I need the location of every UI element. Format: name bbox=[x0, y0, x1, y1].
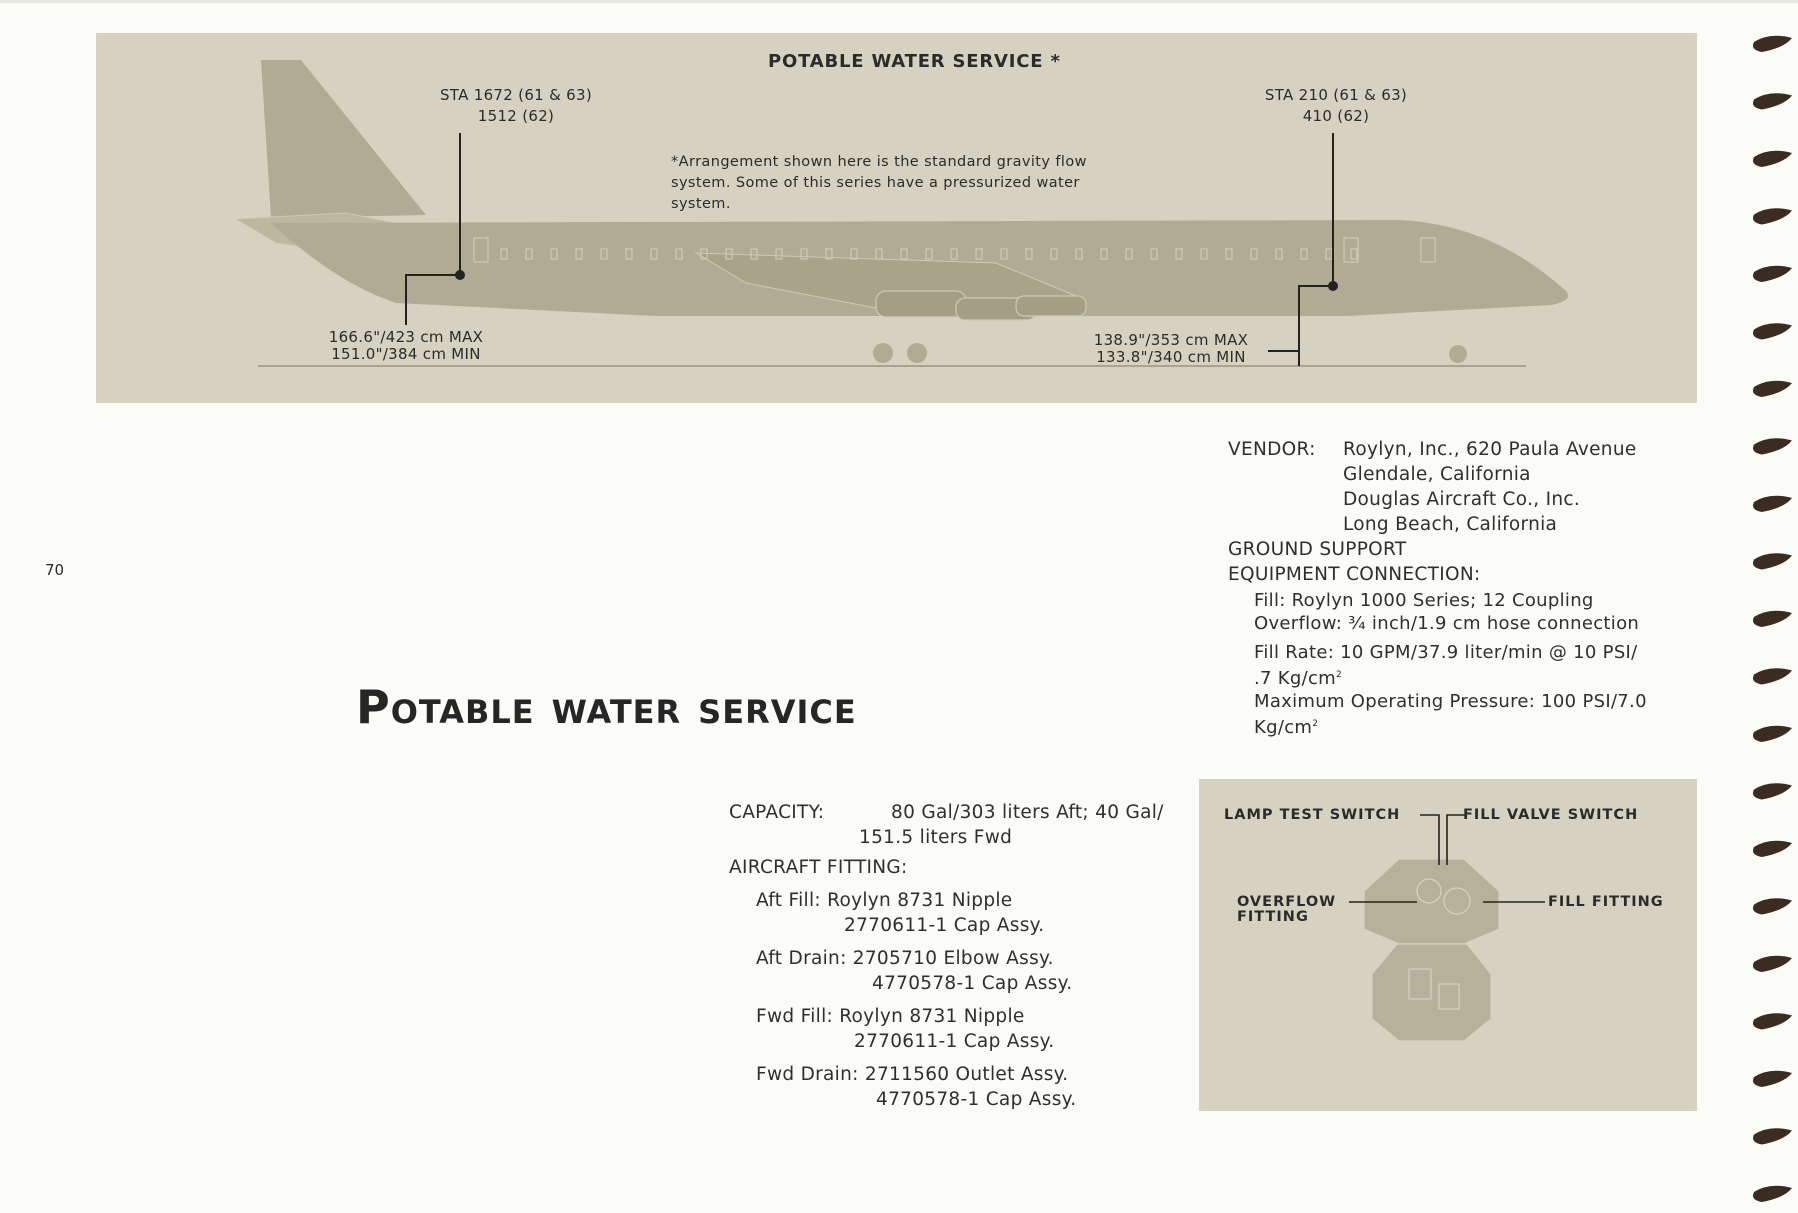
fitting-detail-drawing bbox=[1199, 779, 1697, 1111]
aft-height-dimension bbox=[306, 329, 506, 363]
aft-fill-line2: 2770611-1 Cap Assy. bbox=[844, 915, 1045, 936]
fwd-station-line2: 410 (62) bbox=[1302, 107, 1370, 125]
ground-support-label1: GROUND SUPPORT bbox=[1228, 539, 1407, 560]
spiral-coil bbox=[1753, 496, 1792, 512]
overflow-spec: Overflow: ¾ inch/1.9 cm hose connection bbox=[1254, 613, 1640, 634]
fill-spec: Fill: Roylyn 1000 Series; 12 Coupling bbox=[1254, 590, 1594, 611]
capacity-line1: 80 Gal/303 liters Aft; 40 Gal/ bbox=[891, 802, 1164, 823]
aft-fill-item bbox=[729, 888, 1189, 938]
spiral-coil bbox=[1753, 208, 1792, 224]
lamp-test-switch-label: LAMP TEST SWITCH bbox=[1224, 807, 1401, 823]
spiral-coil bbox=[1753, 381, 1792, 397]
spiral-coil bbox=[1753, 841, 1792, 857]
aft-drain-label: Aft Drain: bbox=[756, 948, 847, 969]
fwd-drain-label: Fwd Drain: bbox=[756, 1064, 859, 1085]
fwd-fill-line1: Roylyn 8731 Nipple bbox=[839, 1006, 1025, 1027]
fill-rate-line2: .7 $Kg/cm^2$ bbox=[1254, 668, 1343, 689]
figure-title: POTABLE WATER SERVICE * bbox=[768, 51, 1061, 72]
fwd-fill-item bbox=[729, 1004, 1189, 1054]
max-pressure-line1: Maximum Operating Pressure: 100 PSI/7.0 bbox=[1254, 691, 1647, 712]
vendor-line4: Long Beach, California bbox=[1343, 514, 1558, 535]
aft-height-min: 151.0"/384 cm MIN bbox=[331, 345, 481, 363]
aft-service-point bbox=[455, 270, 465, 280]
spiral-coil bbox=[1753, 1128, 1792, 1144]
aft-drain-line1: 2705710 Elbow Assy. bbox=[852, 948, 1054, 969]
capacity-block bbox=[729, 800, 1189, 1112]
tail-fin bbox=[261, 60, 426, 218]
aircraft-figure-panel bbox=[96, 33, 1697, 403]
spiral-coil bbox=[1753, 668, 1792, 684]
note-line1: *Arrangement shown here is the standard gravity flow bbox=[671, 154, 1087, 170]
vendor-block bbox=[1228, 437, 1708, 739]
vendor-line3: Douglas Aircraft Co., Inc. bbox=[1343, 489, 1581, 510]
fwd-drain-line2: 4770578-1 Cap Assy. bbox=[876, 1089, 1077, 1110]
aft-drain-item bbox=[729, 946, 1189, 996]
spiral-coil bbox=[1753, 611, 1792, 627]
max-pressure-line2: $Kg/cm^2$ bbox=[1254, 717, 1319, 738]
overflow-fitting-line2: FITTING bbox=[1237, 909, 1309, 925]
spiral-coil bbox=[1753, 898, 1792, 914]
page-title: Potable water service bbox=[356, 680, 857, 734]
spiral-coil bbox=[1753, 1013, 1792, 1029]
fwd-station-line1: STA 210 (61 & 63) bbox=[1264, 86, 1408, 104]
fwd-drain-item bbox=[729, 1062, 1189, 1112]
fill-rate-line1: Fill Rate: 10 GPM/37.9 liter/min @ 10 PSI/ bbox=[1254, 642, 1638, 663]
page-top-edge bbox=[0, 0, 1798, 3]
ground-support-label2: EQUIPMENT CONNECTION: bbox=[1228, 564, 1481, 585]
aft-fill-line1: Roylyn 8731 Nipple bbox=[827, 890, 1013, 911]
vendor-line1: Roylyn, Inc., 620 Paula Avenue bbox=[1343, 439, 1637, 460]
spiral-coil bbox=[1753, 36, 1792, 52]
spiral-coil bbox=[1753, 151, 1792, 167]
fill-fitting-label: FILL FITTING bbox=[1548, 894, 1664, 910]
arrangement-note bbox=[671, 152, 1191, 215]
page-number: 70 bbox=[45, 561, 65, 579]
spiral-coil bbox=[1753, 956, 1792, 972]
aft-fill-label: Aft Fill: bbox=[756, 890, 821, 911]
spiral-coil bbox=[1753, 438, 1792, 454]
spiral-coil bbox=[1753, 726, 1792, 742]
capacity-line2: 151.5 liters Fwd bbox=[859, 827, 1013, 848]
spiral-coil bbox=[1753, 553, 1792, 569]
fwd-height-min: 133.8"/340 cm MIN bbox=[1096, 348, 1246, 366]
spiral-binding bbox=[1740, 0, 1798, 1209]
spiral-binding-coils bbox=[1740, 0, 1798, 1209]
vendor-line2: Glendale, California bbox=[1343, 464, 1531, 485]
spiral-coil bbox=[1753, 93, 1792, 109]
note-line2: system. Some of this series have a pressurized water bbox=[671, 175, 1080, 191]
lamp-test-leader bbox=[1420, 815, 1439, 865]
spiral-coil bbox=[1753, 1186, 1792, 1202]
aft-height-max: 166.6"/423 cm MAX bbox=[328, 328, 484, 346]
aft-station-line2: 1512 (62) bbox=[477, 107, 555, 125]
spiral-coil bbox=[1753, 266, 1792, 282]
aft-station-label bbox=[416, 85, 616, 127]
fwd-fill-line2: 2770611-1 Cap Assy. bbox=[854, 1031, 1055, 1052]
fwd-fill-label: Fwd Fill: bbox=[756, 1006, 834, 1027]
note-line3: system. bbox=[671, 196, 731, 212]
overflow-fitting-label bbox=[1237, 895, 1336, 925]
fwd-drain-line1: 2711560 Outlet Assy. bbox=[864, 1064, 1069, 1085]
spiral-coil bbox=[1753, 323, 1792, 339]
capacity-label: CAPACITY: bbox=[729, 802, 825, 823]
fwd-height-dimension bbox=[1076, 332, 1266, 366]
fwd-height-max: 138.9"/353 cm MAX bbox=[1093, 331, 1249, 349]
fwd-service-point bbox=[1328, 281, 1338, 291]
overflow-fitting-line1: OVERFLOW bbox=[1237, 894, 1337, 910]
vendor-label: VENDOR: bbox=[1228, 439, 1316, 460]
spiral-coil bbox=[1753, 1071, 1792, 1087]
fill-valve-switch-label: FILL VALVE SWITCH bbox=[1463, 807, 1639, 823]
fitting-detail-panel bbox=[1199, 779, 1697, 1111]
fwd-station-label bbox=[1246, 85, 1426, 127]
spiral-coil bbox=[1753, 783, 1792, 799]
aft-station-line1: STA 1672 (61 & 63) bbox=[439, 86, 592, 104]
aft-drain-line2: 4770578-1 Cap Assy. bbox=[872, 973, 1073, 994]
aircraft-fitting-label: AIRCRAFT FITTING: bbox=[729, 857, 908, 878]
